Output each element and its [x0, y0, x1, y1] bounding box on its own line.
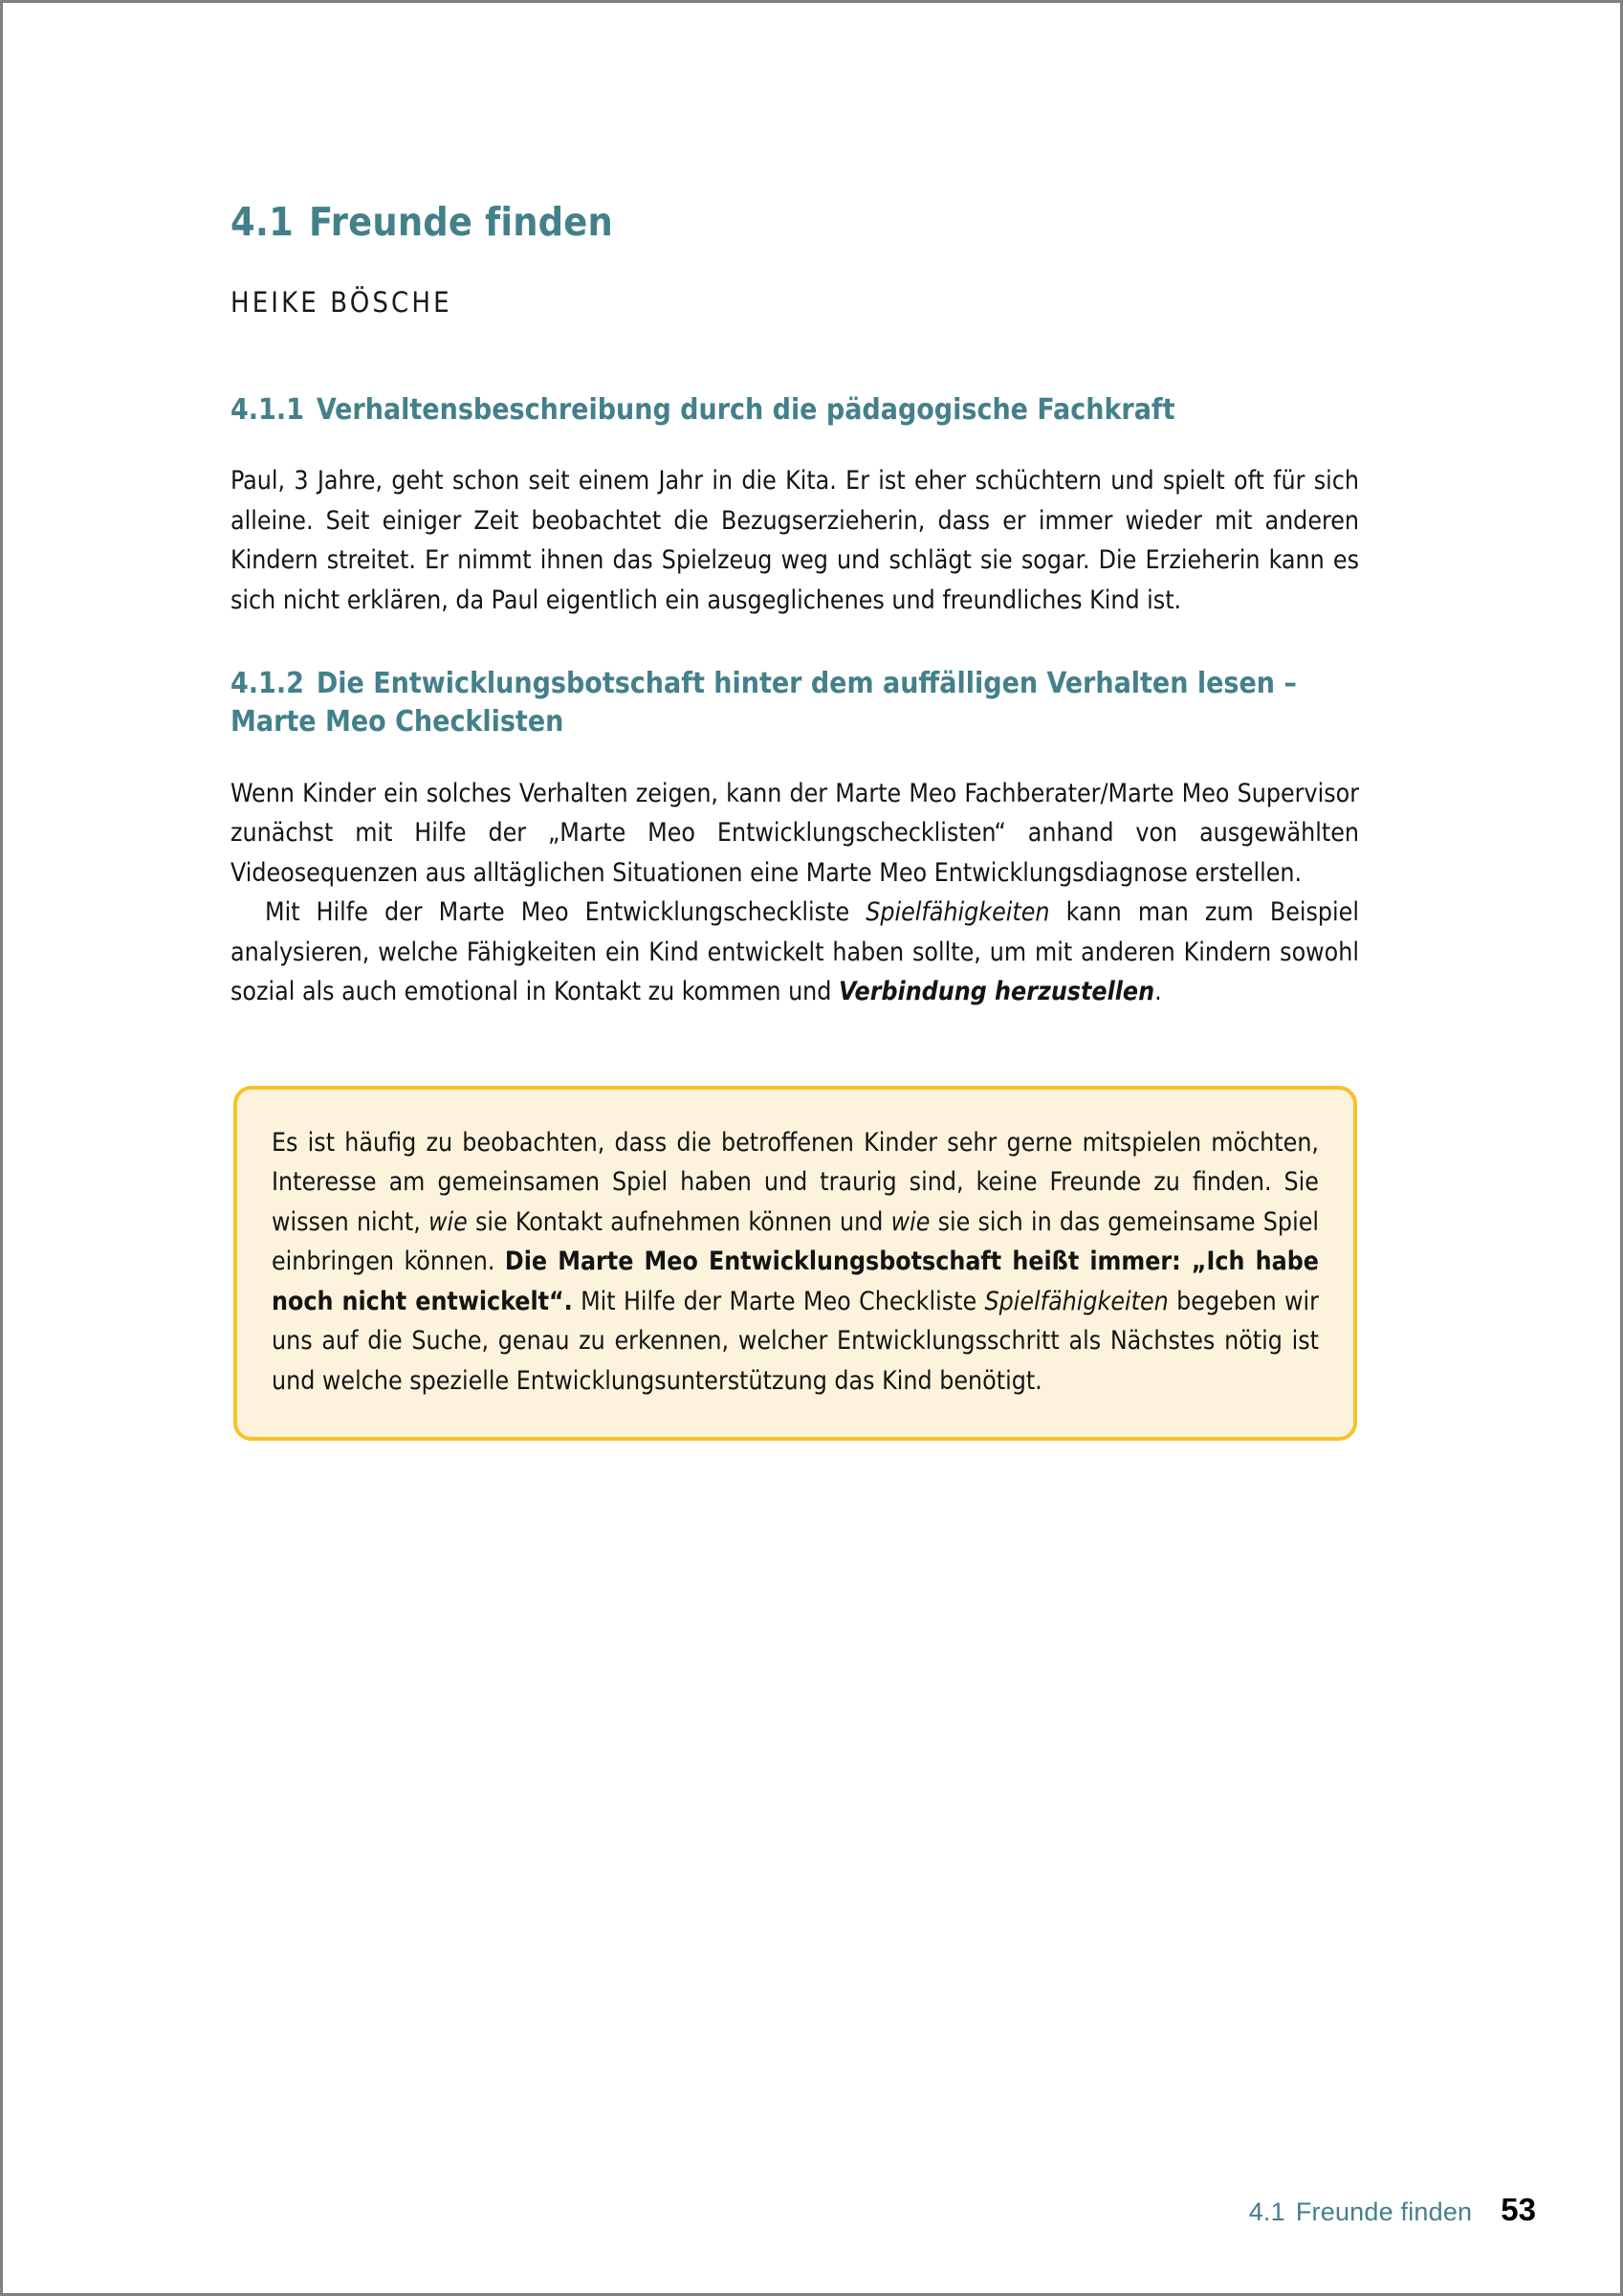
emphasis-wie-1: wie: [428, 1206, 468, 1237]
paragraph-text-run: .: [1154, 977, 1162, 1007]
section-title-4-1-1: Verhaltensbeschreibung durch die pädagogische Fachkraft: [316, 393, 1175, 428]
paragraph-4-1-2-first: Wenn Kinder ein solches Verhalten zeigen, kann der Marte Meo Fachberater/Marte Meo Supervisor zunächst mit Hilfe der „Marte Meo Entwicklungschecklisten“ anhand von ausgewählten Videosequenzen aus alltäglichen Situationen eine Marte Meo Entwicklungsdiagnose erstellen.: [230, 778, 1359, 888]
emphasis-verbindung-herstellen: Verbindung herzustellen: [839, 977, 1155, 1007]
callout-paragraph: [272, 1123, 1319, 1402]
paragraph-text-run: Mit Hilfe der Marte Meo Entwicklungscheckliste: [265, 897, 866, 928]
callout-text-run: begeben wir uns auf die Suche, genau zu erkennen, welcher Entwicklungsschritt als Nächstes nötig ist und welche spezielle Entwicklungsunterstützung das Kind benötigt.: [272, 1286, 1319, 1396]
section-heading-4-1-2: [230, 620, 1359, 741]
page-title: [230, 3, 1359, 245]
emphasis-wie-2: wie: [890, 1206, 931, 1237]
paragraph-text-run: kann man zum Beispiel analysieren, welche Fähigkeiten ein Kind entwickelt haben sollte, um mit anderen Kindern sowohl sozial als auch emotional in Kontakt zu kommen und: [230, 897, 1359, 1007]
emphasis-entwicklungsbotschaft: Die Marte Meo Entwicklungsbotschaft heißt immer: „Ich habe noch nicht entwickelt“.: [272, 1247, 1319, 1316]
section-number-4-1-2: 4.1.2: [230, 667, 304, 701]
info-callout-box: [233, 1086, 1357, 1442]
footer-running-head: [1249, 2197, 1473, 2227]
callout-text-run: sie Kontakt aufnehmen können und: [467, 1206, 891, 1237]
section-heading-4-1-1: [230, 319, 1359, 430]
page-number: 53: [1501, 2192, 1536, 2227]
callout-text-run: Mit Hilfe der Marte Meo Checkliste: [572, 1286, 985, 1316]
footer-section-number: 4.1: [1248, 2197, 1285, 2226]
callout-text-run: Es ist häufig zu beobachten, dass die betroffenen Kinder sehr gerne mitspielen möchten, Interesse am gemeinsamen Spiel haben und traurig sind, keine Freunde zu finden. Sie wissen nicht,: [272, 1127, 1319, 1237]
callout-text-run: sie sich in das gemeinsame Spiel einbringen können.: [272, 1206, 1319, 1277]
emphasis-spielfaehigkeiten: Spielfähigkeiten: [866, 897, 1050, 928]
paragraph-4-1-1: Paul, 3 Jahre, geht schon seit einem Jahr in die Kita. Er ist eher schüchtern und spielt oft für sich alleine. Seit einiger Zeit beobachtet die Bezugserzieherin, dass er immer wieder mit anderen Kindern streitet. Er nimmt ihnen das Spielzeug weg und schlägt sie sogar. Die Erzieherin kann es sich nicht erklären, da Paul eigentlich ein ausgeglichenes und freundliches Kind ist.: [230, 466, 1359, 615]
section-title-4-1-2: Die Entwicklungsbotschaft hinter dem auffälligen Verhalten lesen – Marte Meo Checklisten: [230, 667, 1297, 739]
section-number-4-1-1: 4.1.1: [230, 393, 304, 428]
paragraph-4-1-2-second: [230, 893, 1359, 1012]
page-content: [230, 3, 1359, 1441]
chapter-number: 4.1: [230, 199, 294, 245]
footer-section-title: Freunde finden: [1295, 2197, 1473, 2226]
page-footer: [1249, 2192, 1536, 2228]
author-name: HEIKE BÖSCHE: [230, 286, 452, 320]
chapter-title-text: Freunde finden: [308, 199, 613, 245]
emphasis-spielfaehigkeiten-callout: Spielfähigkeiten: [984, 1286, 1169, 1316]
